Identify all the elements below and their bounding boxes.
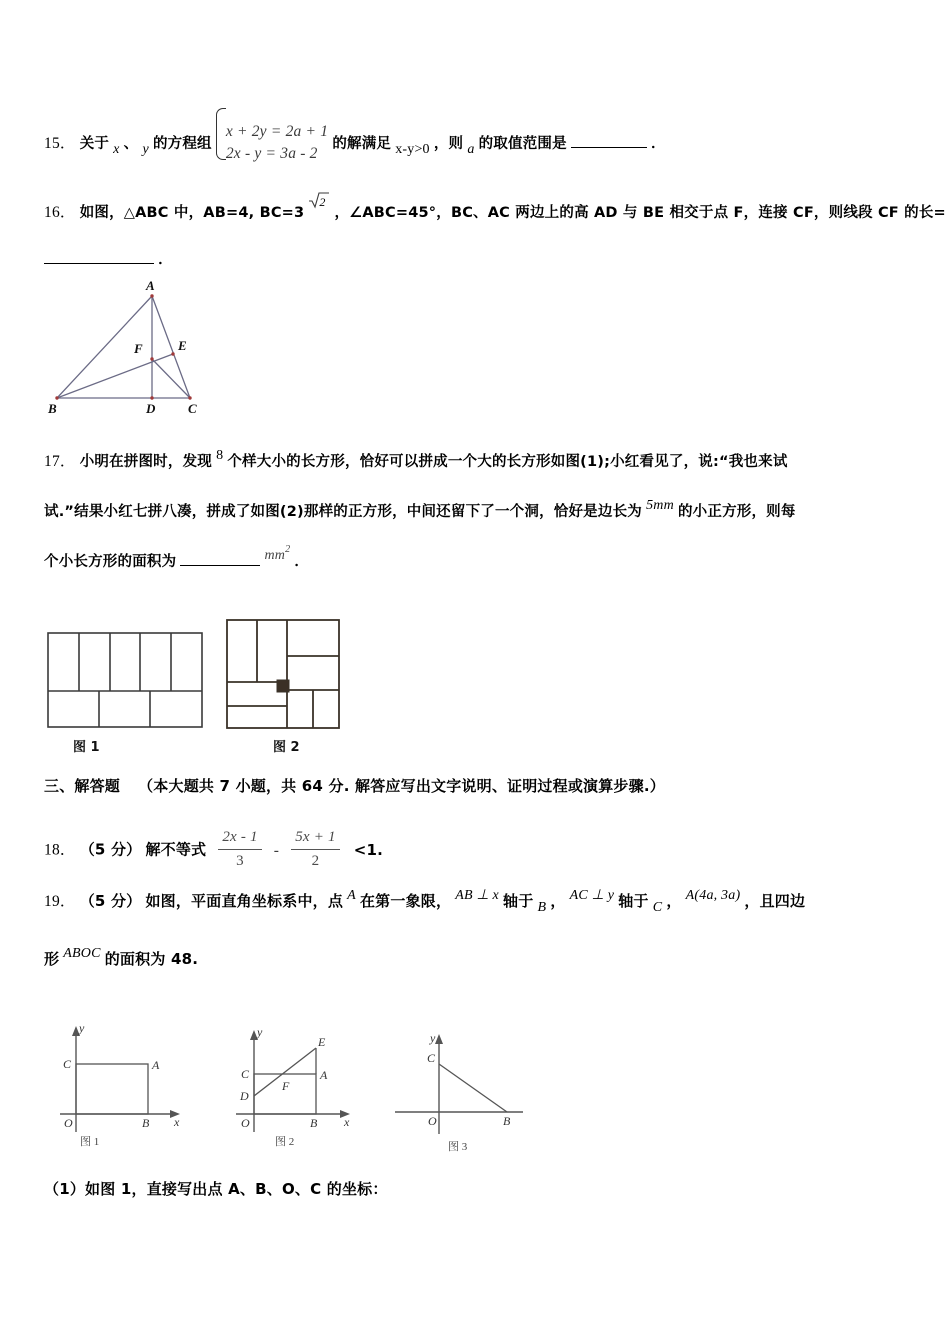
q19-points: （5 分） (79, 892, 142, 910)
question-17-line2 (44, 500, 796, 524)
fig3-label-c: C (427, 1051, 436, 1065)
q19-part8: 形 (44, 950, 60, 968)
q17-part2: 个样大小的长方形，恰好可以拼成一个大的长方形如图(1);小红看见了，说:“我也来试 (227, 454, 788, 470)
altitude-be (57, 354, 173, 398)
q17-figure-1 (47, 632, 203, 728)
q18-number: 18． (44, 841, 76, 859)
vertex-d-dot (150, 396, 153, 399)
q17-period: ． (294, 554, 310, 570)
q17-part1: 小明在拼图时，发现 (79, 454, 212, 470)
question-16 (44, 195, 946, 225)
q19-figure-3 (395, 1022, 545, 1137)
question-17-line3 (44, 544, 310, 574)
q15-number: 15． (44, 135, 76, 153)
q19-part7: ，且四边 (744, 892, 806, 910)
q19-part4: ， (550, 892, 566, 910)
q18-fraction-1 (218, 826, 261, 872)
fig2-center-hole (277, 680, 289, 692)
fig3-label-y: y (430, 1031, 436, 1045)
q17-count: 8 (216, 448, 224, 463)
q15-var-y: y (142, 142, 149, 158)
triangle-abc (57, 296, 190, 398)
q19-figure-1 (52, 1022, 192, 1137)
question-17-line1 (44, 450, 788, 474)
q18-points: （5 分） (79, 840, 142, 859)
q15-var-x: x (113, 142, 120, 158)
q19-quad: ABOC (63, 946, 101, 961)
label-d: D (146, 401, 156, 416)
q17-unit-exponent: 2 (285, 544, 291, 555)
fig2-outer-square (227, 620, 339, 728)
fig3-y-arrow (435, 1034, 443, 1044)
vertex-c-dot (188, 396, 191, 399)
q15-equation-1: x + 2y = 2a + 1 (225, 123, 329, 140)
label-f: F (134, 341, 143, 356)
fig2-label-c: C (241, 1067, 250, 1081)
q19-part1: 如图，平面直角坐标系中，点 (145, 892, 344, 910)
q15-period: ． (650, 136, 666, 153)
fig2-label-y: y (257, 1025, 263, 1039)
vertex-b-dot (55, 396, 58, 399)
q15-answer-blank[interactable] (571, 134, 647, 148)
q18-lead: 解不等式 (145, 840, 207, 859)
fig1-label-o: O (64, 1116, 73, 1130)
q19-part2: 在第一象限， (359, 892, 452, 910)
q18-frac1-denominator: 3 (236, 852, 244, 869)
q15-condition: x-y>0 (395, 142, 430, 158)
q15-tail: 的取值范围是 (478, 136, 567, 153)
label-a: A (146, 278, 155, 293)
fig2-label-e: E (318, 1035, 326, 1049)
section-3-title: 三、解答题 (44, 777, 121, 795)
question-19-sub1 (44, 1178, 388, 1201)
segment-cf (152, 359, 190, 398)
fig1-label-c: C (63, 1057, 72, 1071)
q16-radicand: 2 (319, 195, 326, 209)
question-19-line2 (44, 948, 198, 971)
label-b: B (48, 401, 57, 416)
q15-sep: 、 (123, 136, 139, 153)
q19-figure-1-caption: 图 1 (80, 1136, 100, 1148)
question-18 (44, 828, 383, 874)
q19-cond-1: AB ⊥ x (455, 888, 499, 903)
q19-sub1-text: （1）如图 1，直接写出点 A、B、O、C 的坐标： (44, 1180, 388, 1198)
q15-equation-2: 2x - y = 3a - 2 (225, 145, 318, 163)
q15-lead: 关于 (79, 136, 110, 153)
q19-part5: 轴于 (618, 892, 649, 910)
vertex-a-dot (150, 294, 153, 297)
fig2-label-f: F (282, 1079, 290, 1093)
q17-part4: 的小正方形，则每 (677, 504, 796, 520)
q19-point-b: B (537, 900, 547, 915)
fig1-outer-rect (48, 633, 202, 727)
q19-part3: 轴于 (503, 892, 534, 910)
q17-part5: 个小长方形的面积为 (44, 554, 177, 570)
q17-unit: mm (264, 548, 286, 563)
q17-figure-2-caption: 图 2 (273, 740, 300, 755)
question-15 (44, 122, 666, 167)
q19-point-a: A (347, 888, 356, 903)
q19-coord-a: A(4a, 3a) (685, 888, 741, 903)
q18-fraction-2 (291, 826, 339, 872)
question-16-blank-row (44, 248, 173, 272)
fig2-label-b: B (310, 1116, 318, 1130)
fig1-rectangle-aboc (76, 1064, 148, 1114)
q19-cond-2: AC ⊥ y (569, 888, 615, 903)
q16-period: ． (158, 252, 173, 268)
q19-point-c: C (652, 900, 663, 915)
section-3-header (44, 775, 665, 798)
fig1-label-a: A (152, 1058, 160, 1072)
q15-after-vars: 的方程组 (152, 136, 212, 153)
q18-minus-sign: - (273, 841, 280, 859)
q17-part3: 试.”结果小红七拼八凑，拼成了如图(2)那样的正方形，中间还留下了一个洞，恰好是边长为 (44, 504, 642, 520)
q19-figure-2-caption: 图 2 (275, 1136, 295, 1148)
q18-frac2-denominator: 2 (311, 852, 320, 869)
fig3-label-o: O (428, 1114, 437, 1128)
q16-radical (308, 192, 330, 209)
fig1-label-y: y (79, 1021, 85, 1035)
q17-figure-2 (225, 618, 341, 730)
q16-text-before: 如图，△ABC 中，AB=4, BC=3 (79, 205, 305, 221)
fig2-label-x: x (344, 1115, 350, 1129)
q17-answer-blank[interactable] (180, 552, 260, 566)
q15-comma: ，则 (433, 136, 464, 153)
fig2-label-a: A (320, 1068, 328, 1082)
q19-figure-3-caption: 图 3 (448, 1141, 468, 1153)
label-e: E (178, 338, 187, 353)
q16-text-after: ，∠ABC=45°，BC、AC 两边上的高 AD 与 BE 相交于点 F，连接 CF，则线段 CF 的长= (334, 205, 946, 221)
question-19-line1 (44, 890, 805, 913)
q15-mid: 的解满足 (332, 136, 392, 153)
q16-triangle-figure (48, 280, 248, 420)
q19-number: 19． (44, 893, 76, 910)
vertex-e-dot (171, 352, 174, 355)
q19-figure-2 (228, 1022, 368, 1137)
fig1-label-x: x (174, 1115, 180, 1129)
label-c: C (188, 401, 197, 416)
q18-tail: <1. (353, 840, 384, 859)
q16-answer-blank[interactable] (44, 250, 154, 264)
q18-frac2-numerator: 5x + 1 (291, 826, 339, 850)
fig2-label-d: D (240, 1089, 249, 1103)
fig1-label-b: B (142, 1116, 150, 1130)
q17-number: 17． (44, 453, 76, 470)
q15-equation-system (216, 121, 328, 166)
q17-side: 5mm (646, 498, 674, 513)
q19-part9: 的面积为 48. (104, 950, 199, 968)
fig2-label-o: O (241, 1116, 250, 1130)
section-3-desc: （本大题共 7 小题，共 64 分. 解答应写出文字说明、证明过程或演算步骤.） (138, 777, 665, 795)
fig3-label-b: B (503, 1114, 511, 1128)
fig3-segment-cb (439, 1064, 507, 1112)
q19-part6: ， (666, 892, 682, 910)
q17-figure-1-caption: 图 1 (73, 740, 100, 755)
vertex-f-dot (150, 357, 153, 360)
q15-var-a: a (467, 142, 475, 158)
q18-frac1-numerator: 2x - 1 (218, 826, 261, 850)
q16-number: 16． (44, 204, 76, 221)
